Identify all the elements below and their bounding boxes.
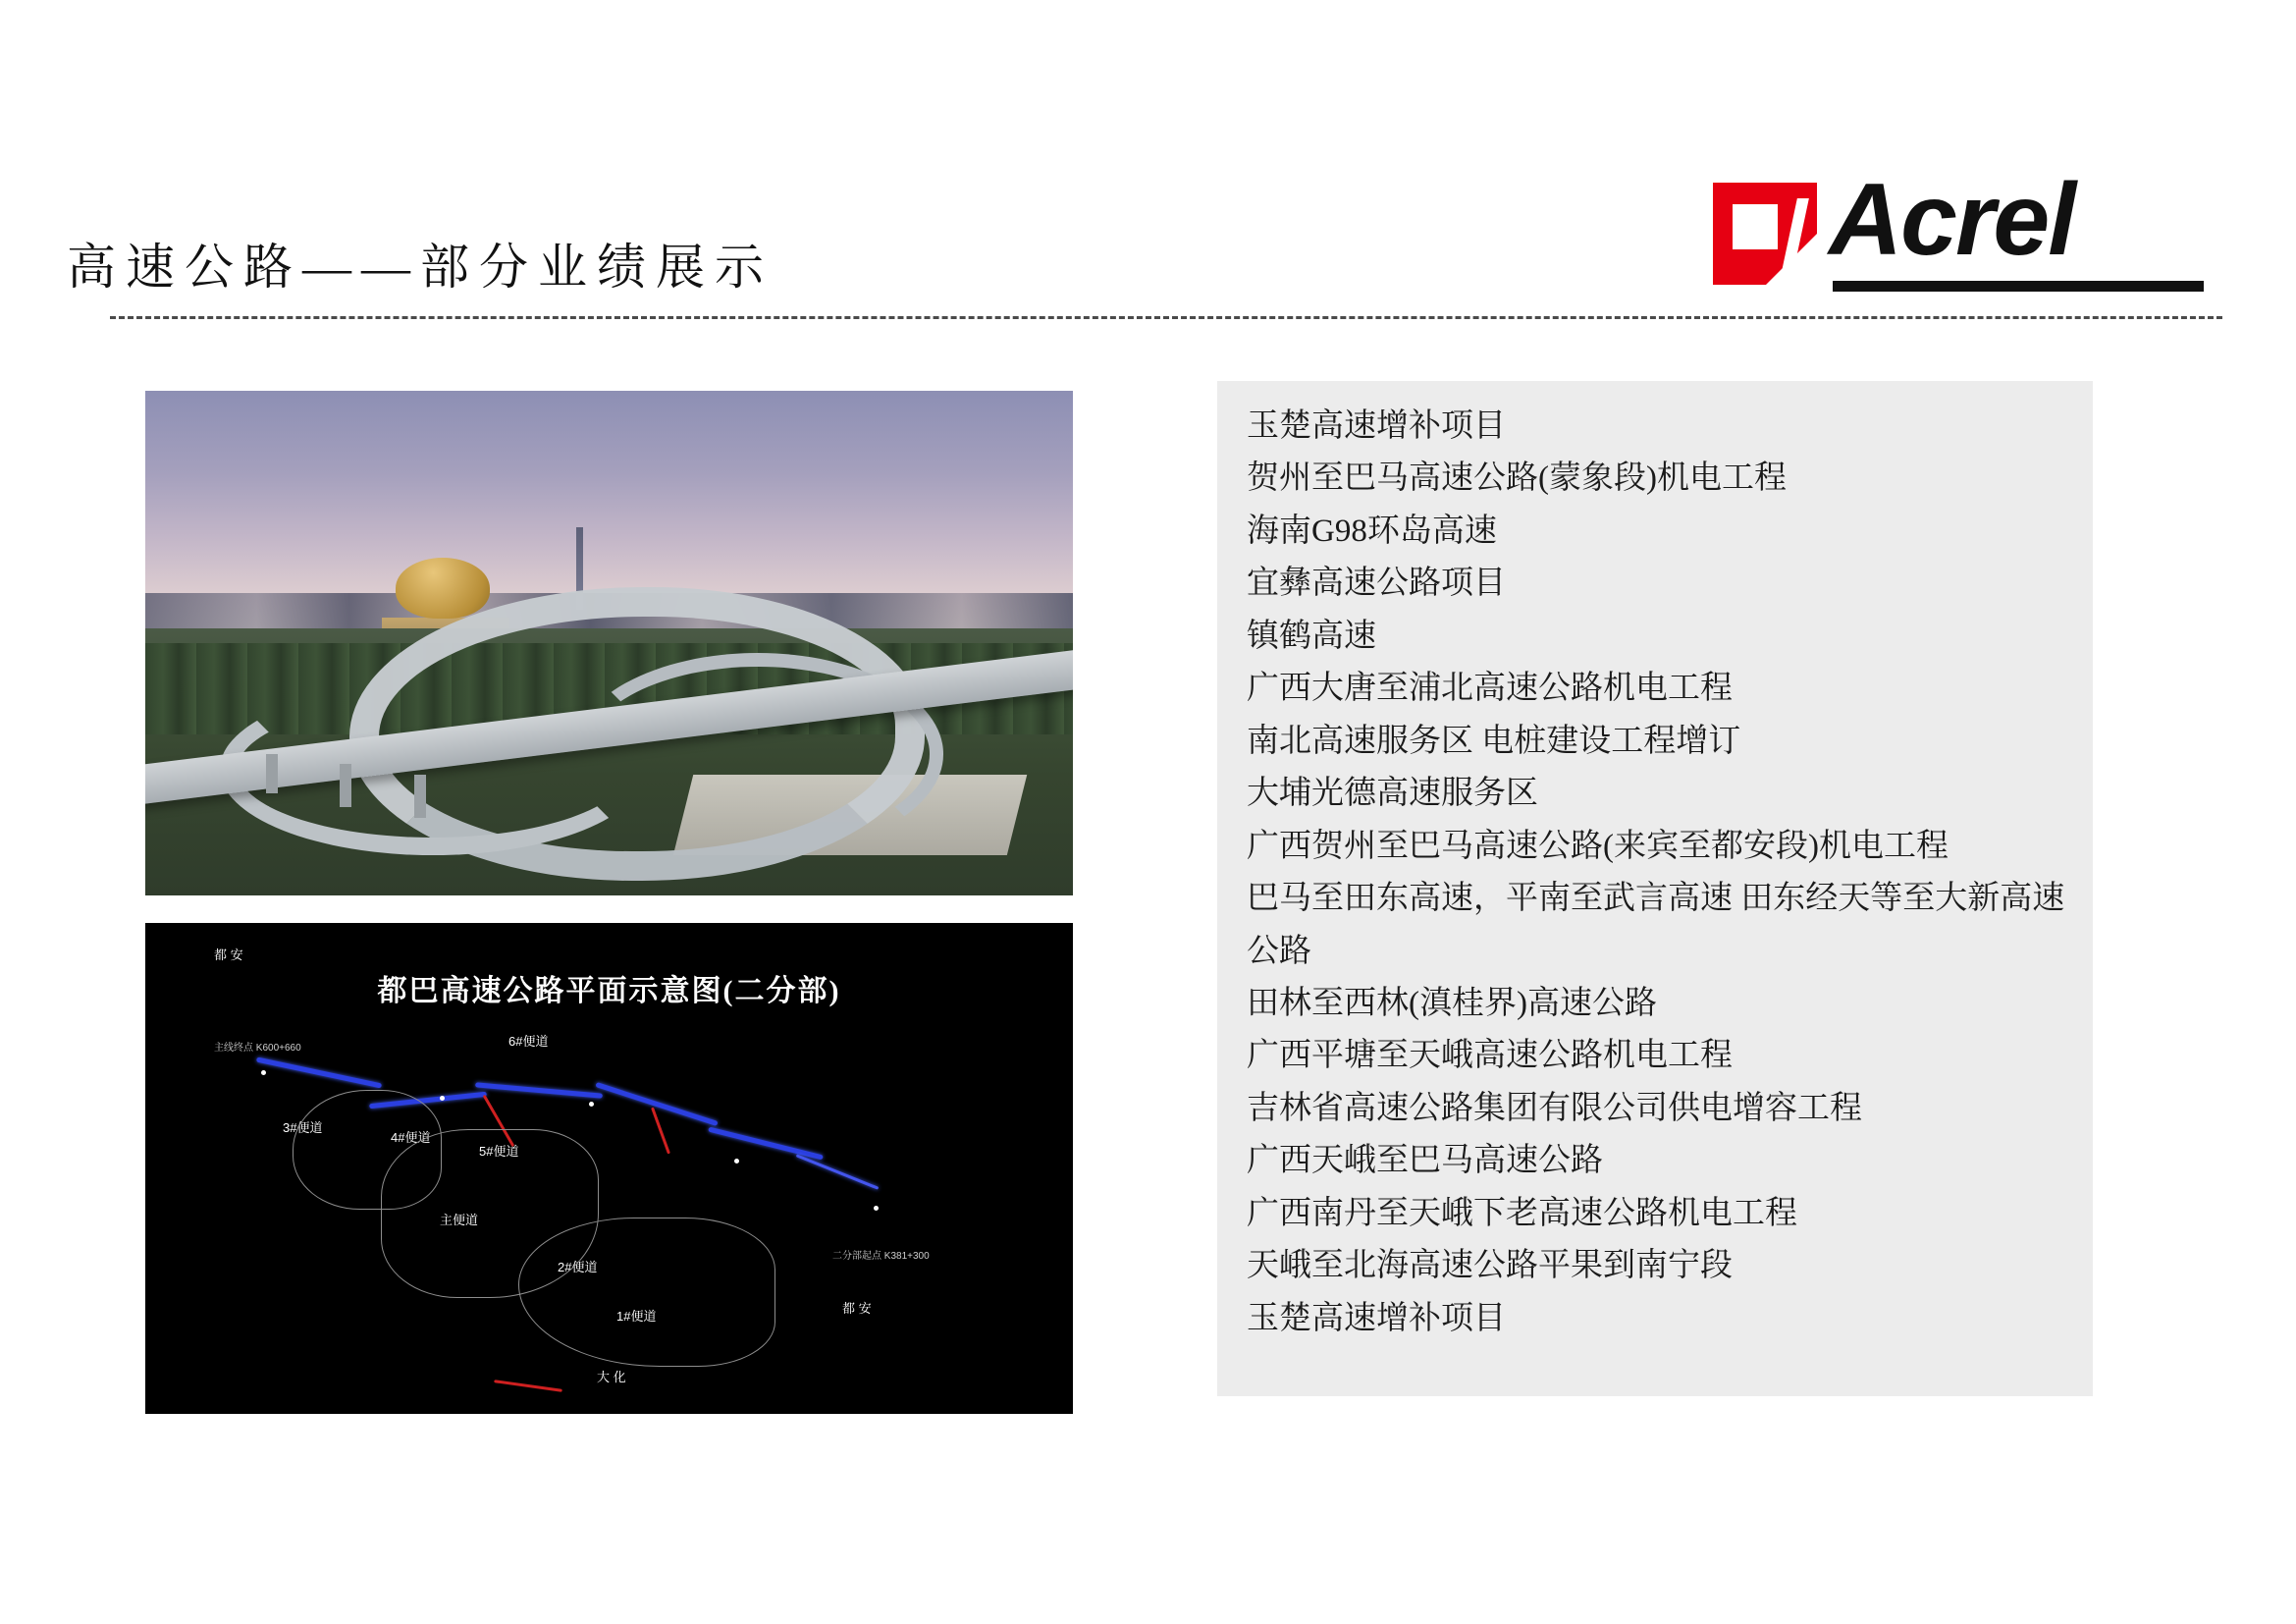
acrel-wordmark-underline [1833, 281, 2204, 292]
list-item: 广西大唐至浦北高速公路机电工程 [1247, 671, 1733, 707]
list-item: 贺州至巴马高速公路(蒙象段)机电工程 [1247, 460, 1787, 497]
list-item: 广西贺州至巴马高速公路(来宾至都安段)机电工程 [1247, 828, 1949, 864]
list-item: 玉楚高速增补项目 [1247, 408, 1506, 444]
map-route-segment [796, 1154, 880, 1189]
map-boundary [518, 1218, 775, 1367]
map-label-road-3: 3#便道 [283, 1120, 323, 1135]
page-title: 高速公路——部分业绩展示 [67, 240, 774, 295]
map-label-road-4: 4#便道 [391, 1130, 431, 1145]
map-node [734, 1159, 739, 1164]
list-item: 玉楚高速增补项目 [1247, 1300, 1506, 1336]
map-node [874, 1206, 879, 1211]
acrel-logo-mark-icon [1713, 183, 1817, 285]
map-route-segment [708, 1127, 824, 1161]
photo-golden-dome [396, 558, 490, 619]
map-route-segment [256, 1057, 382, 1089]
map-label-road-1: 1#便道 [616, 1309, 657, 1324]
list-item: 南北高速服务区 电桩建设工程增订 [1247, 723, 1741, 759]
map-branch-segment [494, 1380, 562, 1392]
map-label-start-city: 都 安 [214, 947, 243, 962]
list-item: 天峨至北海高速公路平果到南宁段 [1247, 1248, 1733, 1284]
title-divider [110, 316, 2222, 319]
map-label-road-5: 5#便道 [479, 1144, 519, 1159]
map-title: 都巴高速公路平面示意图(二分部) [377, 975, 841, 1007]
photo-bridge-pier [340, 764, 351, 807]
map-boundary [293, 1090, 442, 1210]
acrel-logo [1713, 163, 2204, 293]
map-label-section-start: 二分部起点 K381+300 [832, 1251, 930, 1262]
route-map-image [145, 923, 1073, 1414]
acrel-wordmark: Acrel [1829, 163, 2075, 277]
list-item: 吉林省高速公路集团有限公司供电增容工程 [1247, 1090, 1862, 1126]
list-item: 海南G98环岛高速 [1247, 513, 1497, 549]
list-item: 广西天峨至巴马高速公路 [1247, 1143, 1603, 1179]
map-label-duan: 都 安 [842, 1301, 872, 1316]
photo-bridge-pier [266, 754, 278, 793]
list-item: 巴马至田东高速，平南至武言高速 田东经天等至大新高速公路 [1247, 881, 2065, 969]
list-item: 广西南丹至天峨下老高速公路机电工程 [1247, 1195, 1797, 1231]
map-node [589, 1102, 594, 1107]
map-route-segment [475, 1082, 603, 1098]
list-item: 田林至西林(滇桂界)高速公路 [1247, 985, 1657, 1021]
photo-bridge-pier [414, 775, 426, 818]
list-item: 镇鹤高速 [1247, 618, 1376, 654]
map-label-main-end: 主线终点 K600+660 [214, 1043, 301, 1054]
list-item: 广西平塘至天峨高速公路机电工程 [1247, 1038, 1733, 1074]
highway-interchange-photo [145, 391, 1073, 895]
projects-panel [1217, 381, 2093, 1396]
map-node [261, 1070, 266, 1075]
list-item: 大埔光德高速服务区 [1247, 776, 1538, 812]
map-label-road-2: 2#便道 [558, 1260, 598, 1274]
map-label-dahua: 大 化 [597, 1370, 626, 1384]
map-label-main-road: 主便道 [440, 1213, 479, 1227]
map-label-road-6: 6#便道 [508, 1034, 549, 1049]
map-node [440, 1096, 445, 1101]
map-branch-segment [651, 1107, 670, 1154]
list-item: 宜彝高速公路项目 [1247, 566, 1506, 602]
projects-list [1247, 401, 2071, 1345]
